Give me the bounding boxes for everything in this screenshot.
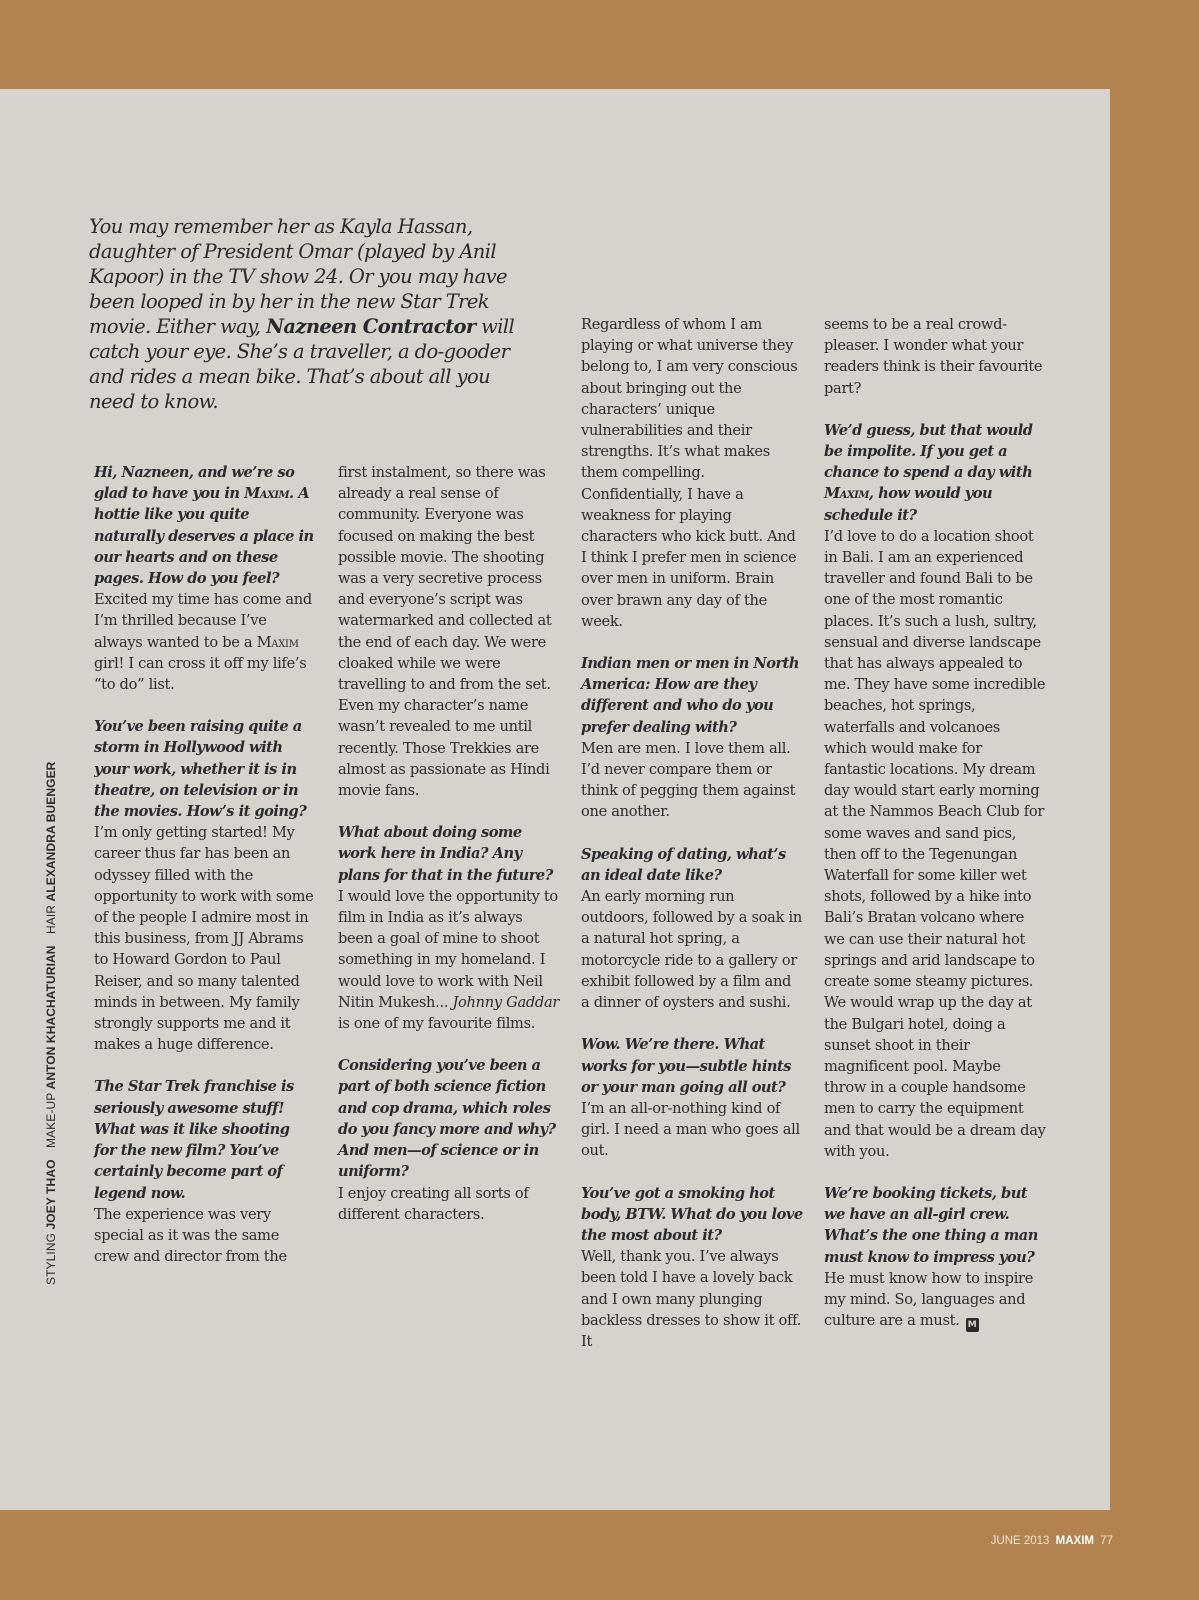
answer: seems to be a real crowd-pleaser. I wonder what your readers think is their favourite part? xyxy=(824,316,1043,397)
folio-page-number: 77 xyxy=(1100,1535,1113,1547)
answer: Men are men. I love them all. I’d never compare them or think of pegging them against one another. xyxy=(581,739,796,821)
question: Speaking of dating, what’s an ideal date like? xyxy=(581,845,786,884)
answer: The experience was very special as it was the same crew and director from the xyxy=(94,1205,287,1266)
question: What about doing some work here in India? Any plans for that in the future? xyxy=(338,824,553,884)
qa-block xyxy=(824,420,1046,1162)
article-column-2 xyxy=(338,462,560,1246)
folio-issue: JUNE 2013 xyxy=(990,1535,1050,1547)
question: Considering you’ve been a part of both science fiction and cop drama, which roles do you fancy more and why? And men—of science or in uniform? xyxy=(338,1057,556,1181)
page-folio xyxy=(991,1535,1113,1547)
intro-name: Nazneen Contractor xyxy=(266,315,476,338)
maxim-end-mark-icon: M xyxy=(966,1318,979,1332)
intro-text-end: will catch your eye. She’s a traveller, a do-gooder and rides a mean bike. That’s about all you need to know. xyxy=(89,315,515,413)
question: We’d guess, but that would be impolite. If you get a chance to spend a day with Maxim, how would you schedule it? xyxy=(824,421,1033,524)
intro-text: You may remember her as Kayla Hassan, daughter of President Omar (played by Anil Kapoor) in the TV show 24. Or you may have been looped in by her in the new Star Trek movie. Either way, xyxy=(89,215,507,338)
qa-block xyxy=(581,844,803,1014)
question: You’ve been raising quite a storm in Hollywood with your work, whether it is in theatre, on television or in the movies. How’s it going? xyxy=(94,718,307,821)
question: Wow. We’re there. What works for you—subtle hints or your man going all out? xyxy=(581,1036,791,1096)
qa-block xyxy=(581,653,803,823)
question: Hi, Nazneen, and we’re so glad to have you in Maxim. A hottie like you quite naturally deserves a place in our hearts and on these pages. How do you feel? xyxy=(94,464,314,588)
answer: I would love the opportunity to film in India as it’s always been a goal of mine to shoot something in my homeland. I would love to work with Neil Nitin Mukesh... Johnny Gaddar is one of my favourite films. xyxy=(338,887,560,1033)
article-column-3 xyxy=(581,314,803,1373)
article-column-1 xyxy=(94,462,316,1288)
answer: Regardless of whom I am playing or what universe they belong to, I am very conscious about bringing out the characters’ unique vulnerabilities and their strengths. It’s what makes them compelling. Confidentially, I have a weakness for playing characters who kick butt. And I think I prefer men in science over men in uniform. Brain over brawn any day of the week. xyxy=(581,316,798,630)
qa-block xyxy=(338,822,560,1034)
question: We’re booking tickets, but we have an all-girl crew. What’s the one thing a man must know to impress you? xyxy=(824,1184,1038,1266)
qa-block xyxy=(338,1055,560,1225)
question: Indian men or men in North America: How are they different and who do you prefer dealing with? xyxy=(581,655,800,736)
photo-credits: STYLING JOEY THAO MAKE-UP ANTON KHACHATURIAN HAIR ALEXANDRA BUENGER xyxy=(44,761,58,1285)
intro-deck xyxy=(89,214,539,414)
qa-block xyxy=(94,716,316,1055)
question: The Star Trek franchise is seriously awesome stuff! What was it like shooting for the new film? You’ve certainly become part of legend now. xyxy=(94,1078,294,1202)
folio-brand: MAXIM xyxy=(1055,1535,1094,1547)
qa-block xyxy=(581,314,803,632)
answer: I’m only getting started! My career thus far has been an odyssey filled with the opportunity to work with some of the people I admire most in this business, from JJ Abrams to Howard Gordon to Paul Reiser, and so many talented minds in between. My family strongly supports me and it makes a huge difference. xyxy=(94,824,314,1054)
answer: Excited my time has come and I’m thrilled because I’ve always wanted to be a Maxim girl! I can cross it off my life’s “to do” list. xyxy=(94,591,312,694)
article-column-4 xyxy=(824,314,1046,1353)
answer: first instalment, so there was already a real sense of community. Everyone was focused on making the best possible movie. The shooting was a very secretive process and everyone’s script was watermarked and collected at the end of each day. We were cloaked while we were travelling to and from the set. Even my character’s name wasn’t revealed to me until recently. Those Trekkies are almost as passionate as Hindi movie fans. xyxy=(338,464,552,800)
answer: He must know how to inspire my mind. So, languages and culture are a must. M xyxy=(824,1269,1034,1331)
answer: Well, thank you. I’ve always been told I have a lovely back and I own many plunging backless dresses to show it off. It xyxy=(581,1248,802,1350)
answer: An early morning run outdoors, followed by a soak in a natural hot spring, a motorcycle ride to a gallery or exhibit followed by a film and a dinner of oysters and sushi. xyxy=(581,888,802,1012)
answer: I enjoy creating all sorts of different characters. xyxy=(338,1184,529,1223)
answer: I’d love to do a location shoot in Bali. I am an experienced traveller and found Bali to be one of the most romantic places. It’s such a lush, sultry, sensual and diverse landscape that has always appealed to me. They have some incredible beaches, hot springs, waterfalls and volcanoes which would make for fantastic locations. My dream day would start early morning at the Nammos Beach Club for some waves and sand pics, then off to the Tegenungan Waterfall for some killer wet shots, followed by a hike into Bali’s Bratan volcano where we can use their natural hot springs and arid landscape to create some steamy pictures. We would wrap up the day at the Bulgari hotel, doing a sunset shoot in their magnificent pool. Maybe throw in a couple handsome men to carry the equipment and that would be a dream day with you. xyxy=(824,527,1046,1160)
qa-block xyxy=(94,1076,316,1267)
question: You’ve got a smoking hot body, BTW. What do you love the most about it? xyxy=(581,1184,803,1244)
answer: I’m an all-or-nothing kind of girl. I need a man who goes all out. xyxy=(581,1099,800,1160)
qa-block xyxy=(581,1034,803,1161)
qa-block xyxy=(824,314,1046,399)
qa-block xyxy=(824,1183,1046,1332)
qa-block xyxy=(94,462,316,695)
qa-block xyxy=(581,1183,803,1353)
qa-block xyxy=(338,462,560,801)
